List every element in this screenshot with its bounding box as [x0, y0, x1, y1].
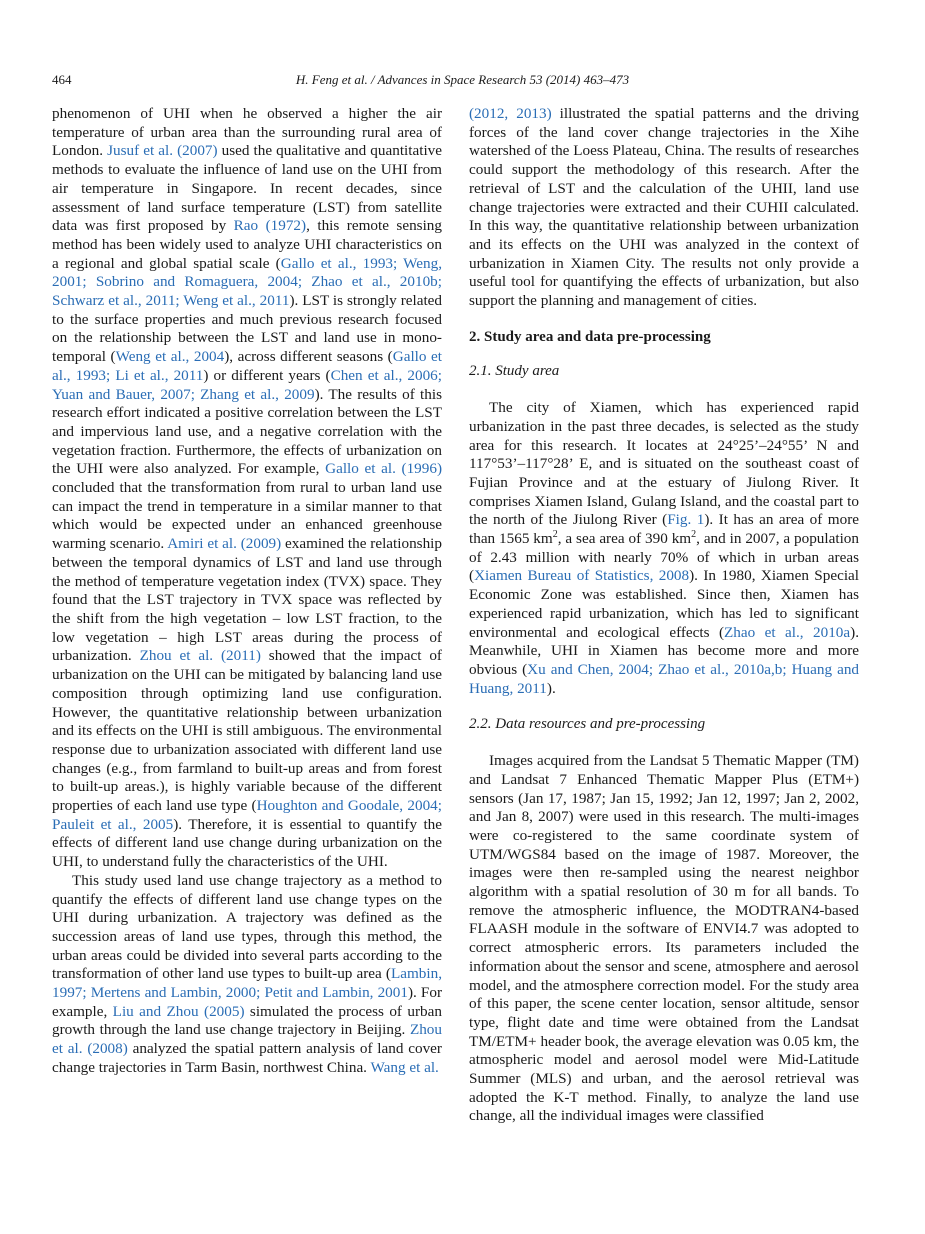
citation-link[interactable]: Houghton and Goodale, 2004; Pauleit et al., 2005 — [52, 797, 442, 833]
citation-link[interactable]: Zhou et al. (2008) — [52, 1021, 442, 1058]
citation-link[interactable]: Gallo et al., 1993; Li et al., 2011 — [52, 348, 443, 384]
citation-link[interactable]: Amiri et al. (2009) — [167, 535, 282, 553]
citation-link[interactable]: Gallo et al., 1993; Weng, 2001; Sobrino and Romaguera, 2004; Zhao et al., 2010b; Schwarz et al., 2011; Weng et al., 2011 — [52, 254, 443, 310]
paragraph-uhi-literature: phenomenon of UHI when he observed a higher the air temperature of urban area than the surrounding rural area of London. Jusuf et al. (2007) used the qualitative and quantitative methods to evaluate the influence of land use on the UHI from air temperature in Singapore. In recent decades, since assessment of land surface temperature (LST) from satellite data was first proposed by Rao (1972), this remote sensing method has been widely used to analyze UHI characteristics on a regional and global spatial scale (Gallo et al., 1993; Weng, 2001; Sobrino and Romaguera, 2004; Zhao et al., 2010b; Schwarz et al., 2011; Weng et al., 2011). LST is strongly related to the surface properties and much previous research focused on the relationship between the LST and land use in mono-temporal (Weng et al., 2004), across different seasons (Gallo et al., 1993; Li et al., 2011) or different years (Chen et al., 2006; Yuan and Bauer, 2007; Zhang et al., 2009). The results of this research effort indicated a positive correlation between the LST and impervious land use, and a negative correlation with the vegetation fraction. Furthermore, the effects of urbanization on the UHI were also analyzed. For example, Gallo et al. (1996) concluded that the transformation from rural to urban land use can impact the trend in temperature in a similar manner to that which would be expected under an enhanced greenhouse warming scenario. Amiri et al. (2009) examined the relationship between the temporal dynamics of LST and land use through the method of temperature vegetation index (TVX) space. They found that the LST trajectory in TVX space was reflected by the shift from the high vegetation – low LST fraction, to the low vegetation – high LST areas during the process of urbanization. Zhou et al. (2011) showed that the impact of urbanization on the UHI can be mitigated by balancing land use composition through optimizing land use configuration. However, the quantitative relationship between urbanization and its effects on the UHI is still ambiguous. The environmental response due to urbanization associated with different land use changes (e.g., from farmland to built-up areas and from forest to built-up areas.), is highly variable because of the different properties of each land use type (Houghton and Goodale, 2004; Pauleit et al., 2005). Therefore, it is essential to quantify the effects of different land use change during urbanization on the UHI, to understand fully the characteristics of the UHI. — [52, 105, 443, 871]
citation-link[interactable]: Xiamen Bureau of Statistics, 2008 — [474, 567, 690, 585]
subsection-heading: 2.1. Study area — [469, 363, 560, 380]
paragraph-data-resources: Images acquired from the Landsat 5 Thematic Mapper (TM) and Landsat 7 Enhanced Thematic Mapper Plus (ETM+) sensors (Jan 17, 1987; Jan 15, 1992; Jan 12, 1997; Jan 2, 2002, and Jan 8, 2007) were used in this research. The multi-images were co-registered to the same coordinate system of UTM/WGS84 based on the image of 1987. Moreover, the images were then re-sampled using the nearest neighbor algorithm with a spatial resolution of 30 m for all bands. To remove the atmospheric influence, the MODTRAN4-based FLAASH module in the software of ENVI4.7 was adopted to correct atmospheric errors. Its parameters included the information about the sensor and scene, atmosphere and aerosol model, and the atmosphere correction model. For the study area of this paper, the scene center location, sensor altitude, sensor type, flight date and time were obtained from the Landsat TM/ETM+ header book, the average elevation was 0.05 km, the atmospheric model and aerosol model were Mid-Latitude Summer (MLS) and urban, and the aerosol retrieval was adopted the K-T method. Finally, to analyze the land use change, all the individual images were classified — [469, 752, 859, 1125]
paragraph-trajectory-method: This study used land use change trajectory as a method to quantify the effects of different land use change types on the UHI during urbanization. A trajectory was defined as the succession areas of land use types, through this method, the urban areas could be divided into several parts according to the transformation of other land use types to built-up area (Lambin, 1997; Mertens and Lambin, 2000; Petit and Lambin, 2001). For example, Liu and Zhou (2005) simulated the process of urban growth through the land use change trajectory in Beijing. Zhou et al. (2008) analyzed the spatial pattern analysis of land cover change trajectories in Tarm Basin, northwest China. Wang et al. — [52, 871, 443, 1076]
paragraph-study-area: The city of Xiamen, which has experienced rapid urbanization in the past three decades, is selected as the study area for this research. It locates at 24°25’–24°55’ N and 117°53’–117°28’ E, and is situated on the southeast coast of Fujian Province and at the estuary of Jiulong River. It comprises Xiamen Island, Gulang Island, and the coastal part to the north of the Jiulong River (Fig. 1). It has an area of more than 1565 $km^2$, a sea area of 390 $km^2$, and in 2007, a population of 2.43 million with nearly 70% of which in urban areas (Xiamen Bureau of Statistics, 2008). In 1980, Xiamen Special Economic Zone was established. Since then, Xiamen has experienced rapid urbanization, which has led to significant environmental and ecological effects (Zhao et al., 2010a). Meanwhile, UHI in Xiamen has become more and more obvious (Xu and Chen, 2004; Zhao et al., 2010a,b; Huang and Huang, 2011). — [469, 399, 860, 697]
superscript: 2 — [691, 529, 697, 540]
citation-link[interactable]: (2012, 2013) — [469, 105, 552, 122]
section-heading: 2. Study area and data pre-processing — [469, 328, 711, 345]
page-number: 464 — [52, 72, 72, 87]
spacer — [469, 698, 859, 715]
citation-link[interactable]: Wang et al. — [370, 1058, 439, 1076]
citation-link[interactable]: Rao (1972) — [233, 217, 307, 235]
citation-link[interactable]: Xu and Chen, 2004; Zhao et al., 2010a,b; Huang and Huang, 2011 — [469, 660, 860, 697]
citation-link[interactable]: Weng et al., 2004 — [115, 348, 225, 366]
citation-link[interactable]: Liu and Zhou (2005) — [112, 1002, 245, 1020]
paragraph-trajectory-continued: (2012, 2013) illustrated the spatial patterns and the driving forces of the land cover change trajectories in the Xihe watershed of the Loess Plateau, China. The results of researches could support the methodology of this research. After the retrieval of LST and the calculation of the UHII, land use change trajectories were extracted and their CUHII calculated. In this way, the quantitative relationship between urbanization and its effects on the UHI was analyzed in the context of urbanization in Xiamen City. The results not only provide a useful tool for quantifying the effects of urbanization, but also support the planning and management of cities. — [469, 105, 859, 310]
citation-link[interactable]: Jusuf et al. (2007) — [107, 142, 218, 160]
subsection-heading: 2.2. Data resources and pre-processing — [469, 716, 706, 733]
citation-link[interactable]: Lambin, 1997; Mertens and Lambin, 2000; Petit and Lambin, 2001 — [52, 965, 442, 1002]
left-column — [52, 105, 442, 1078]
right-column — [469, 105, 859, 1126]
citation-link[interactable]: Chen et al., 2006; Yuan and Bauer, 2007; Zhang et al., 2009 — [52, 366, 442, 403]
figure-link[interactable]: Fig. 1 — [667, 511, 705, 529]
citation-link[interactable]: Zhou et al. (2011) — [139, 647, 261, 665]
journal-citation: H. Feng et al. / Advances in Space Research 53 (2014) 463–473 — [295, 72, 630, 87]
running-header — [52, 70, 873, 90]
superscript: 2 — [552, 529, 558, 540]
citation-link[interactable]: Gallo et al. (1996) — [325, 460, 443, 478]
citation-link[interactable]: Zhao et al., 2010a — [724, 623, 851, 641]
